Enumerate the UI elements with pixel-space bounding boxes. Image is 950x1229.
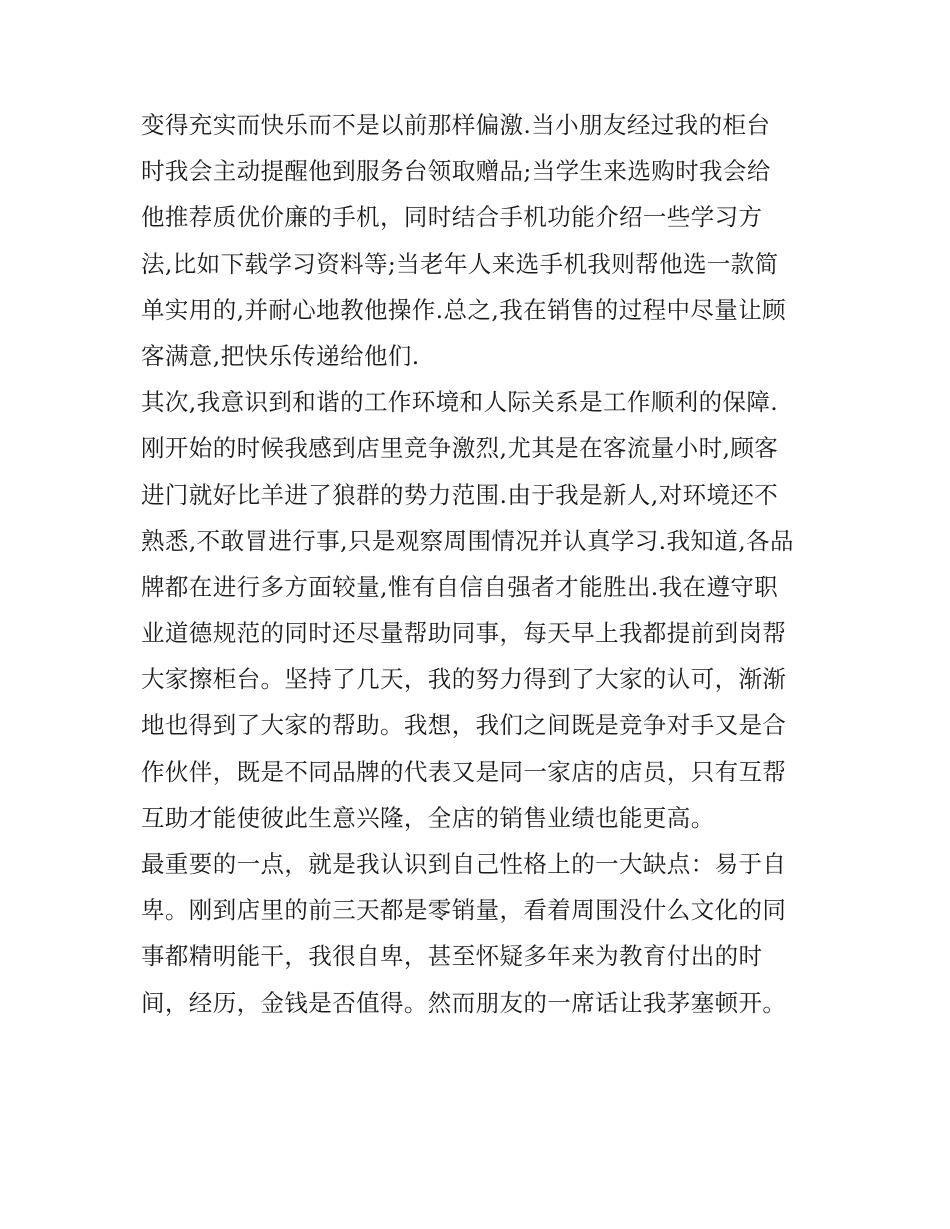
text-line: 变得充实而快乐而不是以前那样偏激.当小朋友经过我的柜台 xyxy=(141,111,771,139)
text-line: 其次,我意识到和谐的工作环境和人际关系是工作顺利的保障. xyxy=(141,388,779,417)
text-line: 大家擦柜台。坚持了几天，我的努力得到了大家的认可，渐渐 xyxy=(141,665,787,694)
text-line: 牌都在进行多方面较量,惟有自信自强者才能胜出.我在遵守职 xyxy=(141,572,779,601)
text-line: 单实用的,并耐心地教他操作.总之,我在销售的过程中尽量让顾 xyxy=(141,295,787,324)
text-line: 进门就好比羊进了狼群的势力范围.由于我是新人,对环境还不 xyxy=(141,480,779,509)
text-line: 事都精明能干，我很自卑，甚至怀疑多年来为教育付出的时 xyxy=(141,942,763,971)
text-line: 互助才能使彼此生意兴隆，全店的销售业绩也能更高。 xyxy=(141,803,715,832)
text-line: 刚开始的时候我感到店里竞争激烈,尤其是在客流量小时,顾客 xyxy=(141,434,779,463)
text-line: 时我会主动提醒他到服务台领取赠品;当学生来选购时我会给 xyxy=(141,157,771,186)
text-line: 法,比如下载学习资料等;当老年人来选手机我则帮他选一款简 xyxy=(141,249,779,278)
text-line: 业道德规范的同时还尽量帮助同事，每天早上我都提前到岗帮 xyxy=(141,619,787,648)
text-line: 作伙伴，既是不同品牌的代表又是同一家店的店员，只有互帮 xyxy=(141,757,787,786)
text-line: 卑。刚到店里的前三天都是零销量，看着周围没什么文化的同 xyxy=(141,896,787,925)
text-line: 客满意,把快乐传递给他们. xyxy=(141,341,420,370)
text-line: 熟悉,不敢冒进行事,只是观察周围情况并认真学习.我知道,各品 xyxy=(141,526,794,555)
text-line: 间，经历，金钱是否值得。然而朋友的一席话让我茅塞顿开。 xyxy=(141,988,787,1017)
text-line: 他推荐质优价廉的手机，同时结合手机功能介绍一些学习方 xyxy=(141,203,763,232)
text-line: 地也得到了大家的帮助。我想，我们之间既是竞争对手又是合 xyxy=(141,711,787,740)
body-text xyxy=(141,102,821,1026)
text-line: 最重要的一点，就是我认识到自己性格上的一大缺点：易于自 xyxy=(141,850,787,878)
